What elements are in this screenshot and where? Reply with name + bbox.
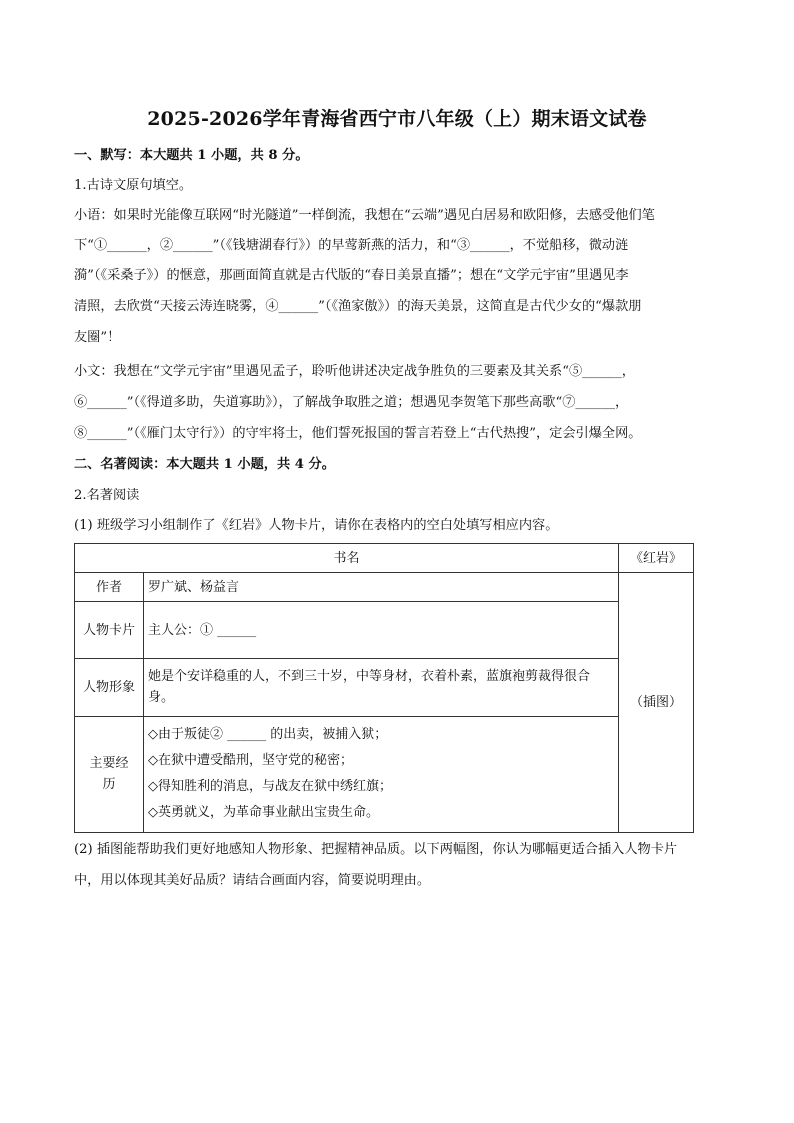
character-card-table <box>74 543 694 833</box>
author-label: 作者 <box>75 573 144 602</box>
section1-heading: 一、默写：本大题共 1 小题，共 8 分。 <box>74 148 309 163</box>
question2-title: 2.名著阅读 <box>74 488 140 503</box>
image-label: 人物形象 <box>75 659 144 716</box>
experience-item: ◇在狱中遭受酷刑，坚守党的秘密； <box>148 753 353 769</box>
experience-item: ◇由于叛徒② ______ 的出卖，被捕入狱； <box>148 727 388 743</box>
image-description: 她是个安详稳重的人，不到三十岁，中等身材，衣着朴素，蓝旗袍剪裁得很合身。 <box>144 659 619 716</box>
question1-line: 友圈”！ <box>74 330 121 345</box>
protagonist-field: 主人公：① ______ <box>144 602 619 659</box>
question1-line: 小语：如果时光能像互联网“时光隧道”一样倒流，我想在“云端”遇见白居易和欧阳修，去感受他们笔 <box>74 208 655 223</box>
question2-sub2-line: (2) 插图能帮助我们更好地感知人物形象、把握精神品质。以下两幅图，你认为哪幅更适合插入人物卡片 <box>74 842 678 857</box>
picture-cell: （插图） <box>619 573 694 833</box>
exam-title: 2025-2026学年青海省西宁市八年级（上）期末语文试卷 <box>147 108 647 130</box>
experience-item: ◇英勇就义，为革命事业献出宝贵生命。 <box>148 805 379 821</box>
question1-line: ⑧______”（《雁门太守行》）的守牢将士，他们誓死报国的誓言若登上“古代热搜”，定会引爆全网。 <box>74 426 642 441</box>
experience-label: 主要经历 <box>75 716 144 832</box>
author-value: 罗广斌、杨益言 <box>144 573 619 602</box>
question1-line: 小文：我想在“文学元宇宙”里遇见孟子，聆听他讲述决定战争胜负的三要素及其关系“⑤______， <box>74 364 635 379</box>
question2-sub2-line: 中，用以体现其美好品质？请结合画面内容，简要说明理由。 <box>74 873 431 888</box>
question1-line: 下“①______，②______”（《钱塘湖春行》）的早莺新燕的活力，和“③______，不觉船移，微动涟 <box>74 238 629 253</box>
experience-item: ◇得知胜利的消息，与战友在狱中绣红旗； <box>148 779 392 795</box>
experience-list <box>144 716 619 832</box>
question1-line: ⑥______”（《得道多助，失道寡助》），了解战争取胜之道；想遇见李贺笔下那些高歌“⑦______， <box>74 395 629 410</box>
book-name-value: 《红岩》 <box>619 544 694 573</box>
question1-line: 漪”（《采桑子》）的惬意，那画面简直就是古代版的“春日美景直播”；想在“文学元宇宙”里遇见李 <box>74 268 629 283</box>
question2-sub1: (1) 班级学习小组制作了《红岩》人物卡片，请你在表格内的空白处填写相应内容。 <box>74 518 559 533</box>
book-name-label: 书名 <box>75 544 619 573</box>
question1-title: 1.古诗文原句填空。 <box>74 178 193 193</box>
card-label: 人物卡片 <box>75 602 144 659</box>
question1-line: 清照，去欣赏“天接云涛连晓雾，④______”（《渔家傲》）的海天美景，这简直是古代少女的“爆款朋 <box>74 299 642 314</box>
section2-heading: 二、名著阅读：本大题共 1 小题，共 4 分。 <box>74 457 335 472</box>
